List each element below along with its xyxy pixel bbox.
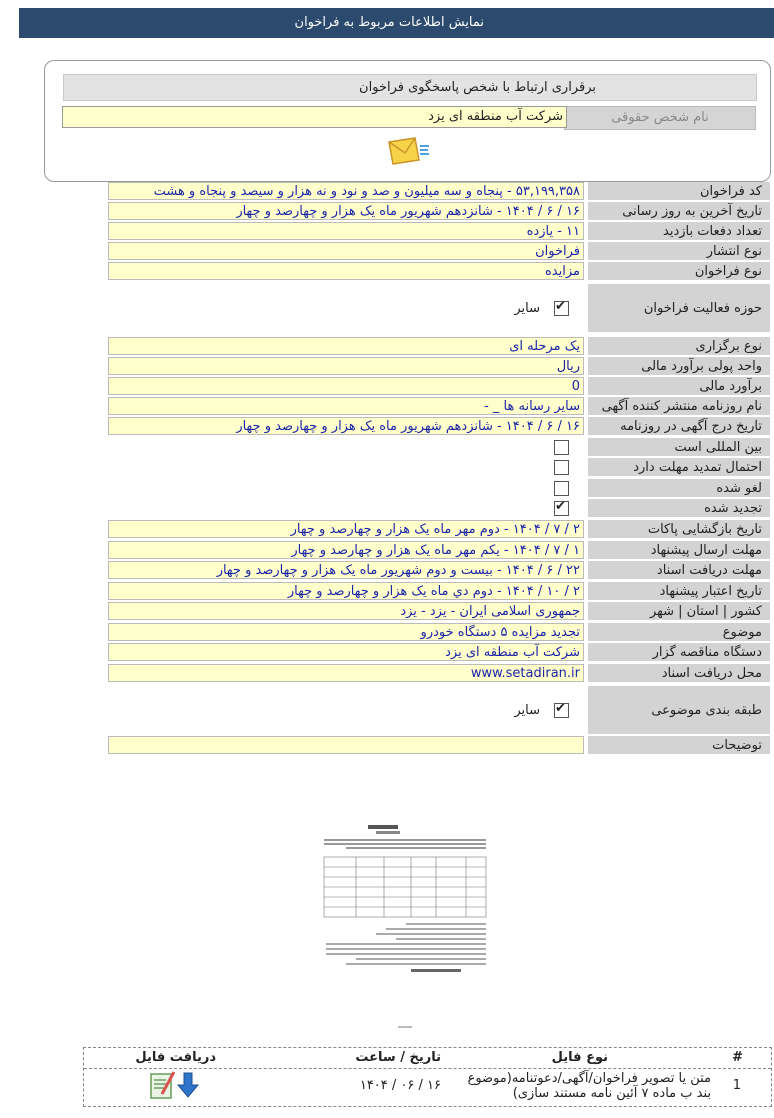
field-value: ۱ / ۷ / ۱۴۰۴ - یکم مهر ماه یک هزار و چهارصد و چهار <box>108 541 584 559</box>
checkbox[interactable] <box>554 440 569 455</box>
field-label: کد فراخوان <box>588 182 770 200</box>
field-row <box>108 357 770 375</box>
field-row <box>108 337 770 355</box>
field-row <box>108 582 770 600</box>
field-label: موضوع <box>588 623 770 641</box>
field-row <box>108 417 770 435</box>
field-label: تاریخ بازگشایی پاکات <box>588 520 770 538</box>
contact-title-button[interactable]: برقراری ارتباط با شخص پاسخگوی فراخوان <box>63 74 757 101</box>
contact-panel <box>44 60 771 182</box>
field-label: مهلت ارسال پیشنهاد <box>588 541 770 559</box>
field-row <box>108 520 770 538</box>
checkbox[interactable] <box>554 301 569 316</box>
download-file-icon[interactable] <box>148 1070 204 1100</box>
field-value: شرکت آب منطقه ای یزد <box>108 643 584 661</box>
checkbox[interactable] <box>554 460 569 475</box>
page-header <box>19 8 774 38</box>
field-row <box>108 541 770 559</box>
field-value: تجدید مزایده ۵ دستگاه خودرو <box>108 623 584 641</box>
field-checkbox-cell <box>108 438 584 456</box>
field-label: نوع برگزاری <box>588 337 770 355</box>
field-row <box>108 499 770 517</box>
field-value: مزایده <box>108 262 584 280</box>
envelope-icon[interactable] <box>385 134 431 168</box>
field-row <box>108 242 770 260</box>
field-checkbox-cell <box>108 686 584 734</box>
field-row <box>108 602 770 620</box>
field-row <box>108 397 770 415</box>
field-label: احتمال تمدید مهلت دارد <box>588 458 770 476</box>
col-download: دریافت فایل <box>135 1050 216 1065</box>
field-label: تجدید شده <box>588 499 770 517</box>
field-value: سایر رسانه ها _ - <box>108 397 584 415</box>
field-row <box>108 561 770 579</box>
field-label: برآورد مالی <box>588 377 770 395</box>
field-row <box>108 479 770 497</box>
field-label: مهلت دریافت اسناد <box>588 561 770 579</box>
checkbox-label: سایر <box>514 702 540 718</box>
field-checkbox-cell <box>108 499 584 517</box>
field-value: ریال <box>108 357 584 375</box>
field-label: توضیحات <box>588 736 770 754</box>
legal-person-value: شرکت آب منطقه ای یزد <box>62 106 567 128</box>
field-value: 0 <box>108 377 584 395</box>
field-value: ۲ / ۱۰ / ۱۴۰۴ - دوم دي ماه یک هزار و چهارصد و چهار <box>108 582 584 600</box>
field-row <box>108 262 770 280</box>
field-row <box>108 686 770 734</box>
field-row <box>108 736 770 754</box>
field-row <box>108 284 770 332</box>
field-value: ۱۶ / ۶ / ۱۴۰۴ - شانزدهم شهریور ماه یک هزار و چهارصد و چهار <box>108 202 584 220</box>
field-row <box>108 458 770 476</box>
legal-person-label: نام شخص حقوقی <box>564 106 756 130</box>
files-table <box>83 1047 772 1107</box>
field-row <box>108 202 770 220</box>
file-row-num: 1 <box>732 1078 741 1093</box>
field-checkbox-cell <box>108 284 584 332</box>
col-type: نوع فایل <box>551 1050 608 1065</box>
col-num: # <box>732 1050 743 1065</box>
file-row-type: متن یا تصویر فراخوان/آگهی/دعوتنامه(موضوع بند ب ماده ۷ آئین نامه مستند سازی) <box>467 1071 711 1101</box>
field-checkbox-cell <box>108 479 584 497</box>
field-row <box>108 222 770 240</box>
field-row <box>108 377 770 395</box>
field-value: ۲۲ / ۶ / ۱۴۰۴ - بیست و دوم شهریور ماه یک هزار و چهارصد و چهار <box>108 561 584 579</box>
file-row-date: ۱۴۰۴ / ۰۶ / ۱۶ <box>359 1078 441 1093</box>
document-preview[interactable] <box>316 823 493 1031</box>
field-label: بین المللی است <box>588 438 770 456</box>
field-label: دستگاه مناقصه گزار <box>588 643 770 661</box>
col-date: تاریخ / ساعت <box>355 1050 441 1065</box>
field-value: جمهوری اسلامی ایران - یزد - یزد <box>108 602 584 620</box>
field-label: تاریخ آخرین به روز رسانی <box>588 202 770 220</box>
field-label: لغو شده <box>588 479 770 497</box>
field-row <box>108 664 770 682</box>
field-checkbox-cell <box>108 458 584 476</box>
checkbox-label: سایر <box>514 300 540 316</box>
field-label: کشور | استان | شهر <box>588 602 770 620</box>
checkbox[interactable] <box>554 501 569 516</box>
field-label: نوع فراخوان <box>588 262 770 280</box>
page-title: نمایش اطلاعات مربوط به فراخوان <box>294 15 484 30</box>
field-value: فراخوان <box>108 242 584 260</box>
field-value: یک مرحله ای <box>108 337 584 355</box>
field-label: طبقه بندی موضوعی <box>588 686 770 734</box>
field-row <box>108 182 770 200</box>
field-row <box>108 643 770 661</box>
field-value: www.setadiran.ir <box>108 664 584 682</box>
field-label: محل دریافت اسناد <box>588 664 770 682</box>
field-value <box>108 736 584 754</box>
checkbox[interactable] <box>554 703 569 718</box>
field-label: نام روزنامه منتشر کننده آگهی <box>588 397 770 415</box>
field-row <box>108 438 770 456</box>
checkbox[interactable] <box>554 481 569 496</box>
field-label: نوع انتشار <box>588 242 770 260</box>
field-label: حوزه فعالیت فراخوان <box>588 284 770 332</box>
field-label: تاریخ اعتبار پیشنهاد <box>588 582 770 600</box>
field-label: تعداد دفعات بازدید <box>588 222 770 240</box>
field-value: ۱۱ - یازده <box>108 222 584 240</box>
field-value: ۵۳,۱۹۹,۳۵۸ - پنجاه و سه میلیون و صد و نود و نه هزار و سیصد و پنجاه و هشت <box>108 182 584 200</box>
field-label: واحد پولی برآورد مالی <box>588 357 770 375</box>
field-value: ۲ / ۷ / ۱۴۰۴ - دوم مهر ماه یک هزار و چهارصد و چهار <box>108 520 584 538</box>
field-value: ۱۶ / ۶ / ۱۴۰۴ - شانزدهم شهریور ماه یک هزار و چهارصد و چهار <box>108 417 584 435</box>
field-row <box>108 623 770 641</box>
field-label: تاریخ درج آگهی در روزنامه <box>588 417 770 435</box>
